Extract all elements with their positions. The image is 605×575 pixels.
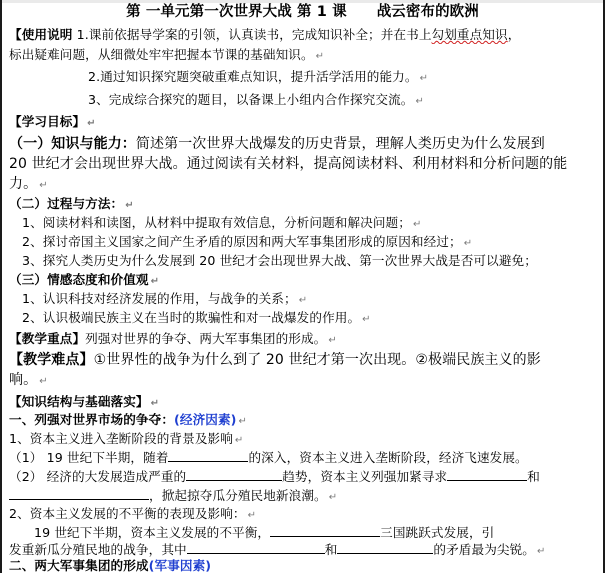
goal-1-line-1 (9, 135, 599, 153)
goal-2-heading (9, 195, 599, 215)
goal-2-item-1 (22, 214, 599, 234)
paragraph-mark: ↵ (150, 276, 160, 287)
goal-2-heading-text: （二）过程与方法： (9, 196, 124, 211)
goal-1-heading: （一）知识与能力： (9, 136, 136, 152)
goals-heading (9, 113, 599, 133)
difficulty-line-2 (9, 371, 599, 391)
paragraph-mark: ↵ (125, 200, 134, 211)
usage-text-1a: 1.课前依据导学案的引领，认真读书，完成知识补全；并在书上 (76, 27, 432, 42)
section-1-text-1b-mid: 趋势，资本主义列强加紧寻求 (282, 469, 448, 484)
section-1-item-1a (9, 449, 599, 467)
paragraph-mark: ↵ (415, 96, 424, 107)
goals-heading-text: 【学习目标】 (9, 114, 86, 129)
section-1-text-1a-pre: （1） 19 世纪下半期，随着 (9, 450, 169, 465)
section-1-text-1b-end: 和 (527, 469, 540, 484)
paragraph-mark: ↵ (238, 416, 248, 427)
section-1-text-1a-post: 的深入，资本主义进入垄断阶段，经济飞速发展。 (248, 450, 528, 465)
goal-2-item-3 (22, 252, 599, 270)
left-page-border (0, 0, 2, 573)
goal-2-text-1: 1、阅读材料和读图，从材料中提取有效信息，分析问题和解决问题； (22, 215, 411, 230)
section-2-tag: (军事因素) (148, 558, 212, 573)
blank-field[interactable] (168, 449, 248, 462)
goal-3-item-1 (22, 290, 599, 310)
section-1-heading (9, 411, 599, 431)
section-1-text-2b-mid: 和 (324, 542, 338, 557)
paragraph-mark: ↵ (298, 295, 308, 306)
blank-field[interactable] (447, 468, 527, 481)
goal-1-text-a: 简述第一次世界大战爆发的历史背景，理解人类历史为什么发展到 (135, 136, 545, 152)
difficulty-text-b: 响。 (9, 372, 38, 388)
difficulty-heading: 【教学难点】 (9, 352, 94, 368)
paragraph-mark: ↵ (362, 314, 371, 325)
section-1-text-2b-post: 的矛盾最为尖锐。 (433, 542, 535, 557)
paragraph-mark: ↵ (463, 238, 473, 249)
structure-heading-text: 【知识结构与基础落实】 (9, 394, 149, 409)
usage-line-3 (88, 91, 599, 111)
paragraph-mark: ↵ (536, 546, 546, 557)
usage-text-1b: 勾划重点知识 (431, 27, 508, 42)
paragraph-mark: ↵ (315, 51, 325, 62)
section-1-item-1 (9, 430, 599, 450)
blank-field[interactable] (337, 541, 433, 554)
section-1-item-2a (34, 524, 599, 542)
goal-3-heading-text: （三）情感态度和价值观 (9, 272, 149, 287)
paragraph-mark: ↵ (247, 510, 257, 521)
section-1-text-2a-pre: 19 世纪下半期，资本主义发展的不平衡， (34, 525, 271, 540)
section-1-item-1c (9, 487, 599, 507)
blank-field[interactable] (187, 541, 325, 554)
paragraph-mark: ↵ (39, 180, 48, 191)
goal-3-text-2: 2、认识极端民族主义在当时的欺骗性和对一战爆发的作用。 (22, 310, 361, 325)
title-topic: 战云密布的欧洲 (376, 4, 479, 20)
goal-3-heading (9, 271, 599, 291)
usage-line-1 (9, 26, 599, 44)
section-1-tag: (经济因素) (174, 412, 237, 427)
section-1-text-1c-post: ，掀起掠夺瓜分殖民地新浪潮。 (149, 488, 327, 503)
paragraph-mark: ↵ (150, 398, 160, 409)
paragraph-mark: ↵ (328, 335, 337, 346)
goal-3-text-1: 1、认识科技对经济发展的作用，与战争的关系； (22, 291, 297, 306)
section-2-heading (9, 557, 599, 575)
difficulty-text-a: ①世界性的战争为什么到了 20 世纪才第一次出现。②极端民族主义的影 (93, 352, 541, 368)
goal-1-text-b: 20 世纪才会出现世界大战。通过阅读有关材料，提高阅读材料、利用材料和分析问题的能 (9, 156, 568, 172)
usage-text-1d: 标出疑难问题，从细微处牢牢把握本节课的基础知识。 (9, 47, 314, 62)
goal-2-text-3: 3、探究人类历史为什么发展到 20 世纪才会出现世界大战、第一次世界大战是否可以避免； (22, 253, 537, 268)
goal-2-text-2: 2、探讨帝国主义国家之间产生矛盾的原因和两大军事集团形成的原因和经过； (22, 234, 462, 249)
usage-line-2 (88, 68, 599, 88)
usage-text-1c: ， (507, 27, 521, 42)
section-1-item-1b (9, 468, 599, 486)
document-title (0, 3, 605, 21)
blank-field[interactable] (186, 468, 282, 481)
section-1-text-1b-pre: （2） 经济的大发展造成严重的 (9, 469, 187, 484)
title-lesson: 第 一单元第一次世界大战 第 1 课 (126, 4, 347, 20)
paragraph-mark: ↵ (328, 492, 338, 503)
section-1-item-2 (9, 505, 599, 525)
blank-field[interactable] (9, 487, 149, 500)
key-point-heading: 【教学重点】 (9, 331, 86, 346)
paragraph-mark: ↵ (39, 376, 48, 387)
goal-3-item-2 (22, 309, 599, 329)
goal-2-item-2 (22, 233, 599, 253)
section-1-text-2: 2、资本主义发展的不平衡的表现及影响： (9, 506, 246, 521)
section-1-text-2b-pre: 发重新瓜分殖民地的战争，其中 (9, 542, 187, 557)
section-2-title: 二、两大军事集团的形成 (9, 558, 149, 573)
difficulty-line-1 (9, 351, 599, 369)
section-1-text-1: 1、资本主义进入垄断阶段的背景及影响 (9, 431, 233, 446)
key-point-text: 列强对世界的争夺、两大军事集团的形成。 (85, 331, 327, 346)
usage-heading: 【使用说明 (9, 27, 73, 42)
structure-heading (9, 393, 599, 413)
paragraph-mark: ↵ (87, 118, 96, 129)
goal-1-line-2 (9, 155, 599, 173)
paragraph-mark: ↵ (412, 219, 422, 230)
usage-text-3: 3、完成综合探究的题目，以备课上小组内合作探究交流。 (88, 92, 414, 107)
goal-1-line-3 (9, 175, 599, 195)
section-1-title: 一、列强对世界市场的争夺： (9, 412, 175, 427)
goal-1-text-c: 力。 (9, 176, 38, 192)
usage-text-2: 2.通过知识探究题突破重难点知识，提升活学活用的能力。 (88, 69, 418, 84)
paragraph-mark: ↵ (234, 435, 244, 446)
usage-line-1-cont (9, 46, 599, 66)
blank-field[interactable] (270, 524, 380, 537)
paragraph-mark: ↵ (419, 73, 429, 84)
key-point-line (9, 330, 599, 350)
section-1-text-2a-post: 三国跳跃式发展，引 (380, 525, 495, 540)
